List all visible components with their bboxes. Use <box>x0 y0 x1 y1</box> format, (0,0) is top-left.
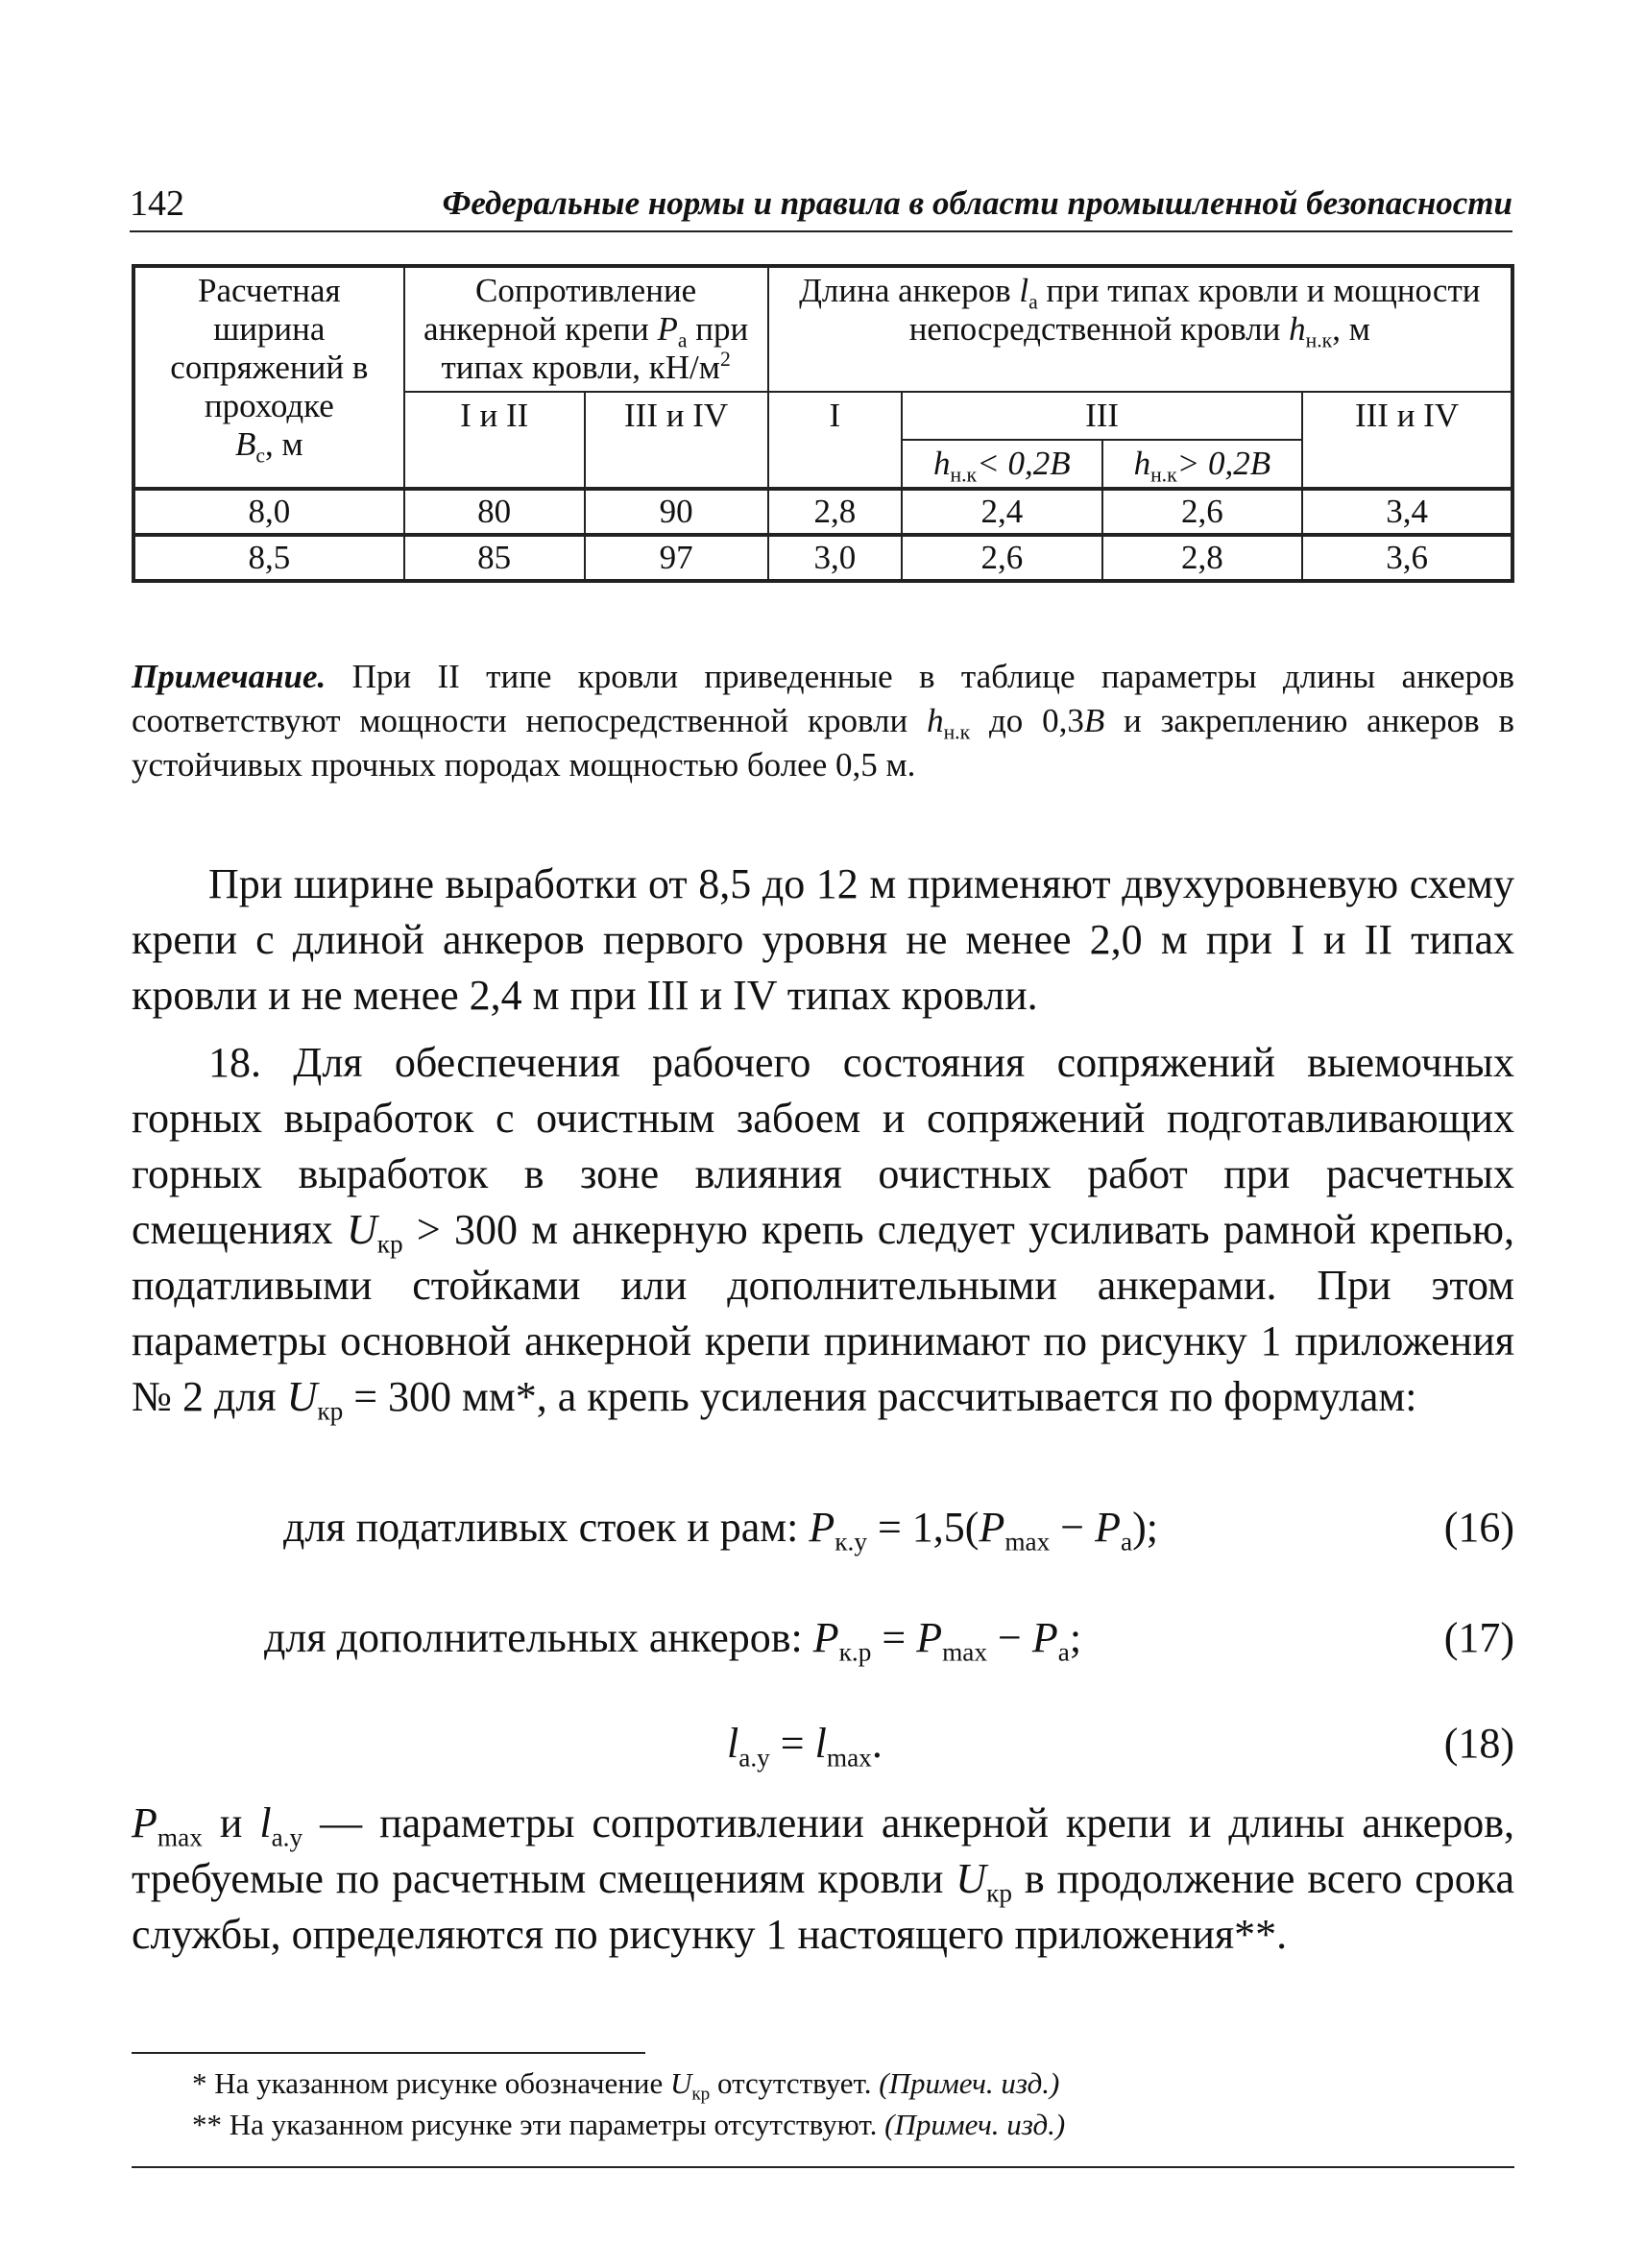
col-width-header: Расчетная ширина сопряжений в проходке $B_с$, м <box>133 266 404 489</box>
table-cell: 8,0 <box>133 489 404 535</box>
table-cell: 3,4 <box>1302 489 1512 535</box>
page-number: 142 <box>130 183 184 224</box>
table-cell: 2,6 <box>902 535 1102 581</box>
formula-16: для податливых стоек и рам: $P_{к.у} = 1,5(P_{max} - P_а)$; (16) <box>283 1504 1514 1556</box>
table-cell: 8,5 <box>133 535 404 581</box>
footnote-divider <box>132 2052 645 2054</box>
formula-number: (16) <box>1443 1504 1514 1551</box>
subheader-cell: III и IV <box>585 392 768 489</box>
table-row <box>133 489 1512 535</box>
table-cell: 2,6 <box>1102 489 1303 535</box>
subheader-cell: III <box>902 392 1302 440</box>
subheader-cell: III и IV <box>1302 392 1512 489</box>
table-cell: 2,8 <box>1102 535 1303 581</box>
table-cell: 2,4 <box>902 489 1102 535</box>
table-note: Примечание. При II типе кровли приведенные в таблице параметры длины анкеров соответствуют мощности непосредственной кровли $h_{н.к}$ до 0,3B и закреплению анкеров в устойчивых прочных породах мощностью более 0,5 м. <box>132 658 1514 784</box>
formula-17: для дополнительных анкеров: $P_{к.р} = P_{max} - P_а$; (17) <box>264 1614 1514 1667</box>
table-header-row <box>133 266 1512 392</box>
col-resistance-header: Сопротивление анкерной крепи $P_а$ при типах кровли, $кН/м^2$ <box>404 266 768 392</box>
table-row <box>133 535 1512 581</box>
table-cell: 80 <box>404 489 585 535</box>
formula-number: (18) <box>1443 1720 1514 1767</box>
footnotes <box>192 2063 1498 2145</box>
formula-18: $l_{а.у} = l_{max}$. (18) <box>727 1720 1514 1773</box>
paragraph-parameters: $P_{max}$ и $l_{а.у}$ — параметры сопротивлении анкерной крепи и длины анкеров, требуемые по расчетным смещениям кровли $U_{кр}$ в продолжение всего срока службы, определяются по рисунку 1 настоящего приложения**. <box>132 1799 1515 1958</box>
col-length-header: Длина анкеров $l_а$ при типах кровли и мощности непосредственной кровли $h_{н.к}$, м <box>768 266 1512 392</box>
formula-number: (17) <box>1443 1614 1514 1661</box>
footnote-2: ** На указанном рисунке эти параметры отсутствуют. (Примеч. изд.) <box>192 2108 1066 2141</box>
page-header <box>130 182 1512 232</box>
table-cell: 90 <box>585 489 768 535</box>
paragraph-two-level-scheme: При ширине выработки от 8,5 до 12 м применяют двухуровневую схему крепи с длиной анкеров первого уровня не менее 2,0 м при I и II типах кровли и не менее 2,4 м при III и IV типах кровли. <box>132 860 1514 1019</box>
footnote-1: * На указанном рисунке обозначение $U_{кр}$ отсутствует. (Примеч. изд.) <box>192 2066 1060 2105</box>
bottom-divider <box>132 2166 1514 2168</box>
subheader-cell: I <box>768 392 903 489</box>
table-cell: 85 <box>404 535 585 581</box>
table-cell: 2,8 <box>768 489 903 535</box>
table-cell: 97 <box>585 535 768 581</box>
running-title: Федеральные нормы и правила в области промышленной безопасности <box>442 184 1512 222</box>
table-cell: 3,6 <box>1302 535 1512 581</box>
condition-cell: $h_{н.к}> 0,2B$ <box>1102 440 1303 489</box>
subheader-cell: I и II <box>404 392 585 489</box>
condition-cell: $h_{н.к}< 0,2B$ <box>902 440 1102 489</box>
paragraph-18: 18. Для обеспечения рабочего состояния сопряжений выемочных горных выработок с очистным забоем и сопряжений подготавливающих горных выработок в зоне влияния очистных работ при расчетных смещениях $U_{кр} > 300$ м анкерную крепь следует усиливать рамной крепью, податливыми стойками или дополнительными анкерами. При этом параметры основной анкерной крепи принимают по рисунку 1 приложения № 2 для $U_{кр} = 300$ мм*, а крепь усиления рассчитывается по формулам: <box>132 1039 1514 1426</box>
note-label: Примечание. <box>132 658 327 695</box>
anchor-parameters-table <box>132 264 1514 583</box>
table-cell: 3,0 <box>768 535 903 581</box>
